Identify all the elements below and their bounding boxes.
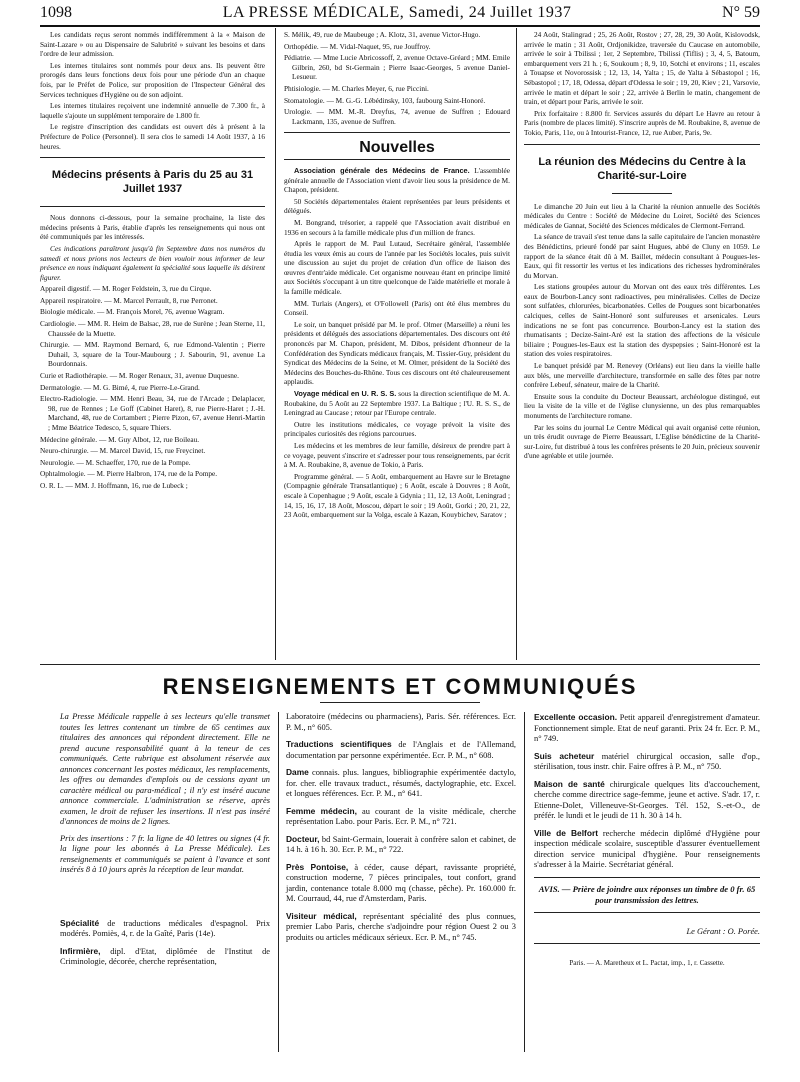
list-item: Urologie. — MM. M.-R. Dreyfus, 74, avenue de Suffren ; Edouard Lackmann, 135, avenue de Suffren. [284, 107, 510, 126]
ad-lead: Femme médecin, [286, 805, 357, 816]
list-item: Neuro-chirurgie. — M. Marcel David, 15, rue Freycinet. [40, 446, 206, 456]
ad-lead: Excellente occasion. [534, 712, 618, 722]
paragraph: La séance de travail s'est tenue dans la salle capitulaire de l'ancien monastère des Bénédictins, prieuré fondé par saint Hugues, abbé de Cluny en 1059. Le rapport de la séance était dû à M. Baillet, médecin consultant à Pougues-les-Eaux, qui fit ressortir les vertus et les indications des richesses hydrominérales du Morvan. [524, 232, 760, 280]
ad-lead: Dame [286, 767, 309, 777]
ad-text: matériel chirurgical occasion, salle d'op., stérilisation, tous instr. chir. Faire offres à P. M., n° 750. [534, 751, 760, 771]
paragraph: Outre les institutions médicales, ce voyage prévoit la visite des principales curiosités des régions parcourues. [284, 419, 510, 439]
list-item: Ophtalmologie. — M. Pierre Halbron, 174, rue de la Pompe. [40, 469, 218, 479]
paragraph: Les internes titulaires reçoivent une indemnité annuelle de 7.300 fr., à laquelle s'ajoute un supplément temporaire de 1.800 fr. [40, 101, 265, 120]
paragraph: Nous donnons ci-dessous, pour la semaine prochaine, la liste des médecins présents à Paris, établie d'après les renseignements qui nous ont été communiqués par les intéressés. [40, 213, 265, 242]
title-underline [320, 702, 480, 703]
list-item: Orthopédie. — M. Vidal-Naquet, 95, rue Jouffroy. [284, 41, 431, 51]
list-item: O. R. L. — MM. J. Hoffmann, 16, rue de Lubeck ; [40, 480, 188, 490]
paragraph: Programme général. — 5 Août, embarquement au Havre sur le Bretagne (Compagnie générale Transatlantique) ; 6 Août, escale à Douvres ; 8 Août, escale à Copenhague ; 9 Août, escale à Gdynia ; 11, 12, 13 Août, Leningrad ; 14, 15, 16, 17, 18 Août, Moscou, départ le soir ; 19 Août, Gorki ; 20, 21, 22, 23 Août, embarquement sur la Volga, escale à Kazan, Kouybichev, Saratov ; [284, 471, 510, 520]
paragraph: Ces indications paraîtront jusqu'à fin Septembre dans nos numéros du samedi et nous prions nos lecteurs de bien vouloir nous informer de leur présence en nous indiquant également la spécialité sous laquelle ils désirent figurer. [40, 243, 265, 282]
column-2 [284, 30, 510, 522]
list-item: Neurologie. — M. Schaeffer, 170, rue de la Pompe. [40, 457, 191, 467]
section-divider [40, 206, 265, 207]
ad-text: à céder, cause départ, ravissante propriété, construction moderne, 7 pièces principales, tout confort, grand jardin, contenance totale 8.000 mq (chasse, pêche). Pr. 160.000 fr. M. Courraud, 44, rue d'Amsterdam, Paris. [286, 862, 516, 903]
paragraph: Le dimanche 20 Juin eut lieu à la Charité la réunion annuelle des Sociétés médicales du Centre : Société de Médecine du Loiret, Société des Sciences médicales de Gannat, Société des Sciences médicales de Clermont-Ferrand. [524, 201, 760, 230]
paragraph: Le banquet présidé par M. Renevey (Orléans) eut lieu dans la vieille halle aux blés, une merveille d'architecture, transformée en salle des fêtes par notre confrère Lebeuf, sénateur, maire de la Charité. [524, 361, 760, 390]
paragraph: sous la direction scientifique de M. A. Roubakine, du 5 Août au 22 Septembre 1937. La Baltique ; l'U. R. S. S., de Leningrad au Caucase ; retour par l'Europe centrale. [284, 389, 510, 418]
section-divider [534, 877, 760, 878]
ad-lead: Près Pontoise, [286, 861, 349, 872]
paragraph: Les stations groupées autour du Morvan ont des eaux très différentes. Les eaux de Bourbon-Lancy sont radioactives, peu minéralisées. Celles de Decize sont sulfatées, chlorurées, bicarbonatées. Celles de Pougues sont bicarbonatées calciques, celles de Saint-Honoré sont sulfureuses et arsenicales. Leurs indications ne se font pas concurrence. Bourbon-Lancy est la station des rhumatisants ; Decize-Saint-Aré est la station des affections de la vésicule biliaire ; Pougues-les-Eaux est la station des dyspepsies ; Saint-Honoré est la station des voies respiratoires. [524, 282, 760, 359]
paragraph: M. Bongrand, trésorier, a rappelé que l'Association avait distribué en 1936 en secours à la famille médicale plus d'un million de francs. [284, 217, 510, 237]
list-item: Appareil digestif. — M. Roger Feldstein, 3, rue du Cirque. [40, 284, 212, 294]
paragraph: L'assemblée générale annuelle de l'Association vient d'avoir lieu sous la présidence de M. Chapon, président. [284, 165, 510, 195]
column-3 [524, 30, 760, 463]
paragraph: 24 Août, Stalingrad ; 25, 26 Août, Rostov ; 27, 28, 29, 30 Août, Kislovodsk, arrivée le matin ; 31 Août, Ordjonikidze, traversée du Caucase en automobile, arrivée le soir à Tbilissi ; 1er, 2 Septembre, Tbilissi (Tiflis) ; 3, 4, 5, Batoum, embarquement vers 21 h. ; 6, Soukoum ; 8, 9, 10, Sotchi et environs ; 11, escales à Touapse et Novorossisk ; 12, 13, 14, Yalta ; 15, de Yalta à Sébastopol ; 16, Sébastopol ; 17, 18, Odessa, départ d'Odessa le soir ; 19, 20, Kiev ; 21, Varsovie, arrivée le matin et départ le soir ; 22, arrivée à Berlin le matin, changement de train, et départ pour Paris, arrivée le soir. [524, 30, 760, 107]
gerant-signature: Le Gérant : O. Porée. [686, 926, 760, 936]
list-item: Phtisiologie. — M. Charles Meyer, 6, rue Piccini. [284, 83, 429, 93]
paragraph: Les médecins et les membres de leur famille, désireux de prendre part à ce voyage, peuvent s'inscrire et s'adresser pour tous renseignements, par écrit à M. A. Roubakine, 8, avenue de Tokio, à Paris. [284, 440, 510, 470]
ad-lead: Docteur, [286, 833, 320, 844]
section-divider [284, 159, 510, 160]
section-divider [534, 943, 760, 944]
list-item: Curie et Radiothérapie. — M. Roger Renaux, 31, avenue Duquesne. [40, 371, 239, 381]
page-header [40, 0, 760, 27]
notice-text: Prix des insertions : 7 fr. la ligne de 40 lettres ou signes (4 fr. la ligne pour les abonnés à La Presse Médicale). Les renseignements et communiqués se paient à l'avance et sont insérés 8 à 10 jours après la réception de leur mandat. [60, 833, 270, 874]
column-divider [275, 28, 276, 660]
paragraph: Prix forfaitaire : 8.800 fr. Services assurés du départ Le Havre au retour à Paris (nombre de places limité). S'inscrire auprès de M. Roubakine, 8, avenue de Tokio, Paris, 11e, ou à Intourist-France, 12, rue Auber, Paris, 9e. [524, 108, 760, 137]
ad-lead: Ville de Belfort [534, 827, 598, 838]
classifieds-column-3 [534, 712, 760, 969]
list-item: Appareil respiratoire. — M. Marcel Perrault, 8, rue Perronet. [40, 295, 218, 305]
list-item: Stomatologie. — M. G.-G. Lébédinsky, 103, faubourg Saint-Honoré. [284, 95, 486, 105]
list-item: Pédiatrie. — Mme Lucie Abricossoff, 2, avenue Octave-Gréard ; MM. Emile Gilbrin, 260, bd St-Germain ; Pierre Isaac-Georges, 5 avenue Daniel-Lesueur. [284, 53, 510, 82]
classifieds-column-2 [286, 712, 516, 949]
ad-lead: Maison de santé [534, 778, 605, 789]
notice-text: La Presse Médicale rappelle à ses lecteurs qu'elle transmet toutes les lettres contenant un timbre de 65 centimes aux titulaires des annonces qui répondent directement. Elle ne prend aucune responsabilité quant à la teneur de ces communiqués. Cette rubrique est absolument réservée aux annonces concernant les postes médicaux, les remplacements, les offres ou demandes d'emplois ou de cessions ayant un caractère médical ou para-médical ; il n'y est inséré aucune annonce commerciale. L'administration se réserve, après examen, le droit de refuser les insertions. Il n'est pas inséré d'annonces de moins de 2 lignes. [60, 712, 270, 826]
list-item: Chirurgie. — MM. Raymond Bernard, 6, rue Edmond-Valentin ; Pierre Duhail, 3, square de la Tour-Maubourg ; J. Sabourin, 91, avenue La Bourdonnais. [40, 340, 265, 369]
paragraph: Le registre d'inscription des candidats est ouvert dès à présent à la Préfecture de Police (Personnel). Il sera clos le samedi 14 Août 1937, à 16 heures. [40, 122, 265, 151]
ad-text: bd Saint-Germain, louerait à confrère salon et cabinet, de 14 h. à 16 h. 30. Ecr. P. M., n° 722. [286, 834, 516, 854]
ad-lead: Traductions scientifiques [286, 739, 392, 749]
ad-lead: Infirmière, [60, 945, 101, 956]
section-title: Nouvelles [359, 139, 435, 157]
list-item: Cardiologie. — MM. R. Heim de Balsac, 28, rue de Surène ; Jean Sterne, 11, Chaussée de la Muette. [40, 319, 265, 338]
list-item: Biologie médicale. — M. François Morel, 76, avenue Wagram. [40, 307, 225, 317]
section-divider [612, 193, 672, 194]
paragraph: Ensuite sous la conduite du Docteur Beaussart, archéologue distingué, eut lieu la visite de la ville et de l'église clunysienne, un des plus remarquables monuments de l'architecture romane. [524, 391, 760, 420]
paragraph: Le soir, un banquet présidé par M. le prof. Olmer (Marseille) a réuni les présidents et délégués des associations départementales. Des discours ont été prononcés par M. Chapon, président, M. Dibos, président d'honneur de la Confédération des Syndicats médicaux français, M. Tissier-Guy, président du Syndicat des Médecins de la Seine, et M. Olmer, président de la Société des Médecins des Bouches-du-Rhône. Tous ces discours ont été chaleureusement applaudis. [284, 319, 510, 387]
section-heading: Médecins présents à Paris du 25 au 31 Juillet 1937 [51, 169, 254, 196]
classifieds-column-1 [60, 712, 270, 974]
column-divider [278, 712, 279, 1052]
paragraph: MM. Turlais (Angers), et O'Followell (Paris) ont été élus membres du Conseil. [284, 298, 510, 318]
column-1 [40, 30, 265, 493]
ad-text: représentant spécialité des plus connues, premier Labo Paris, cherche s'adjoindre pour région Ouest 2 ou 3 produits ou articles médicaux sérieux. Ecr. P. M., n° 745. [286, 911, 516, 942]
paragraph: Par les soins du journal Le Centre Médical qui avait organisé cette réunion, un très érudit ouvrage de Pierre Beaussart, L'Eglise bénédictine de la Charité-sur-Loire, fut distribué à tous les confrères présents le 20 Juin, précieux souvenir d'une agréable et utile journée. [524, 422, 760, 461]
article-title: Association générale des Médecins de France. [294, 165, 470, 175]
section-divider [284, 132, 510, 133]
article-title: Voyage médical en U. R. S. S. [294, 389, 397, 398]
ad-text: Petit appareil d'enregistrement d'amateur. Fonctionnement simple. Etat de neuf garanti. Prix 24 fr. Ecr. P. M., n° 749. [534, 713, 760, 743]
issue-number: N° 59 [722, 4, 760, 21]
column-divider [516, 28, 517, 660]
list-item: S. Mélik, 49, rue de Maubeuge ; A. Klotz, 31, avenue Victor-Hugo. [284, 30, 481, 39]
list-item: Dermatologie. — M. G. Bimé, 4, rue Pierre-Le-Grand. [40, 382, 200, 392]
list-item: Electro-Radiologie. — MM. Henri Beau, 34, rue de l'Arcade ; Delaplacer, 98, rue de Rennes ; Le Goff (Cabinet Haret), 8, rue Pierre-Haret ; J.-H. Marchand, 48, rue de Cortambert ; Pierre Pizon, 67, avenue Henri-Martin ; Mme Béatrice Tedesco, 5, square Thiers. [40, 394, 265, 432]
page-number: 1098 [40, 4, 72, 21]
avis-notice: AVIS. — Prière de joindre aux réponses un timbre de 0 fr. 65 pour transmission des lettres. [538, 883, 756, 905]
ad-text: de l'Anglais et de l'Allemand, documentation par personne expérimentée. Ecr. P. M., n° 608. [286, 740, 516, 760]
paragraph: 50 Sociétés départementales étaient représentées par leurs présidents et délégués. [284, 196, 510, 216]
list-item: Médecine générale. — M. Guy Albot, 12, rue Boileau. [40, 434, 200, 444]
section-title: RENSEIGNEMENTS ET COMMUNIQUÉS [162, 674, 638, 699]
section-divider [40, 157, 265, 158]
ad-text: dipl. d'Etat, diplômée de l'Institut de Criminologie, décorée, cherche représentation, [60, 946, 270, 966]
ad-text: au courant de la visite médicale, cherche représentation Labo. pour Paris. Ecr. P. M., n° 721. [286, 806, 517, 826]
section-divider [524, 144, 760, 145]
ad-text: connais. plus. langues, bibliographie expérimentée dactylo, for. cher. elle travaux traduct., résumés, dactylographie, etc. Excel. et longues références. Ecr. P. M., n° 641. [286, 768, 516, 798]
paragraph: Après le rapport de M. Paul Lutaud, Secrétaire général, l'assemblée étudia les vœux émis au cours de l'année par les Sociétés locales, puis suivit une discussion au sujet du projet de création d'un office de liaison des œuvres d'entr'aide médicale. Cet organisme nouveau étant en principe limité aux Sociétés s'occupant à un titre quelconque de l'aide matérielle et morale à la famille médicale. [284, 239, 510, 297]
ad-lead: Suis acheteur [534, 750, 595, 761]
paragraph: Les candidats reçus seront nommés indifféremment à la « Maison de Saint-Lazare » ou au Dispensaire de Salubrité » suivant les besoins et dans l'ordre de leur admission. [40, 30, 265, 59]
section-divider [40, 664, 760, 665]
paragraph: Les internes titulaires sont nommés pour deux ans. Ils peuvent être prorogés dans leurs fonctions deux fois pour une période d'un an chaque fois, par le Préfet de Police, sur proposition de l'Inspecteur Général des Services techniques d'Hygiène ou de son adjoint. [40, 60, 265, 99]
ad-text: chirurgicale quelques lits d'accouchement, cherche comme directrice sage-femme, jeune et active. S'adr. 17, r. Etienne-Dolet, Villeneuve-St-Georges. Tél. 152, S.-et-O., de préfér. le lundi et le jeudi de 11 h. 30 à 14 h. [534, 779, 760, 820]
journal-title: LA PRESSE MÉDICALE, Samedi, 24 Juillet 1937 [222, 4, 572, 21]
ad-lead: Visiteur médical, [286, 910, 357, 921]
ad-text: de traductions médicales d'espagnol. Prix modérés. Pomiès, 4, r. de la Gaîté, Paris (14e). [60, 918, 271, 938]
section-heading: La réunion des Médecins du Centre à la Charité-sur-Loire [538, 155, 746, 182]
ad-text: recherche médecin diplômé d'Hygiène pour inspection médicale scolaire, susceptible d'assurer éventuellement direction service municipal d'hygiène. Pour renseignements s'adresser à la Mairie. Secrétariat général. [534, 828, 760, 869]
column-divider [524, 712, 525, 1052]
ad-text: Laboratoire (médecins ou pharmaciens), Paris. Sér. références. Ecr. P. M., n° 605. [286, 712, 516, 732]
ad-lead: Spécialité [60, 917, 100, 928]
section-divider [534, 912, 760, 913]
printer-line: Paris. — A. Maretheux et L. Pactat, imp., 1, r. Cassette. [569, 959, 725, 967]
